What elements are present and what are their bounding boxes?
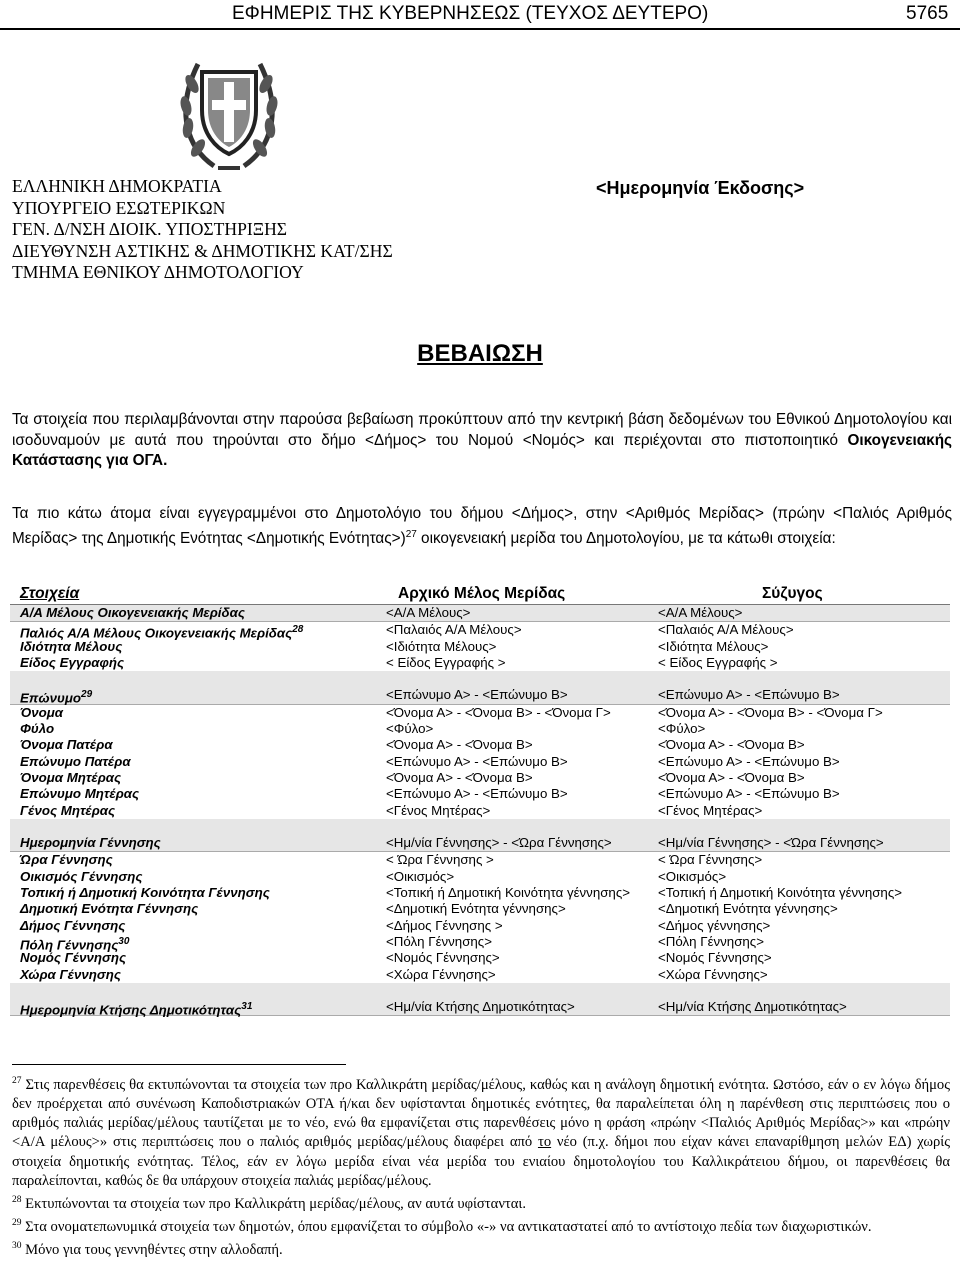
intro-paragraph <box>12 410 952 472</box>
main-member-value: <Γένος Μητέρας> <box>386 802 491 818</box>
main-member-value: <Επώνυμο Α> - <Επώνυμο Β> <box>386 753 568 769</box>
footnote-text: Εκτυπώνονται τα στοιχεία των προ Καλλικράτη μερίδας/μέλους, αν αυτά υφίστανται. <box>25 1195 526 1212</box>
group-membership <box>10 605 950 671</box>
field-label <box>20 869 142 885</box>
main-member-value: <Όνομα Α> - <Όνομα Β> - <Όνομα Γ> <box>386 704 611 720</box>
field-label <box>20 754 131 770</box>
field-label <box>20 885 270 901</box>
main-member-value: <Χώρα Γέννησης> <box>386 966 496 982</box>
field-label-text: Όνομα Μητέρας <box>20 769 122 785</box>
table-row <box>10 754 950 770</box>
main-member-value: <Δήμος Γέννησης > <box>386 917 503 933</box>
page-header <box>0 0 960 30</box>
table-row <box>10 967 950 983</box>
spouse-value: <Όνομα Α> - <Όνομα Β> <box>658 769 805 785</box>
group-separator <box>10 819 950 835</box>
field-label <box>20 967 121 983</box>
spouse-value: <Επώνυμο Α> - <Επώνυμο Β> <box>658 753 840 769</box>
footnote-30 <box>12 1237 950 1260</box>
spouse-value: <Παλαιός Α/Α Μέλους> <box>658 622 794 638</box>
footnote-number: 30 <box>12 1241 22 1252</box>
table-row <box>10 835 950 852</box>
group-citizenship <box>10 999 950 1016</box>
field-label-text: Δήμος Γέννησης <box>20 917 126 933</box>
main-member-value: <Φύλο> <box>386 721 434 737</box>
main-member-value: <Πόλη Γέννησης> <box>386 933 492 949</box>
intro-end: . <box>163 452 168 469</box>
field-label-text: Ημερομηνία Κτήσης Δημοτικότητας <box>20 1002 242 1018</box>
footnote-emphasis: το <box>537 1134 552 1151</box>
col-header-field: Στοιχεία <box>20 585 80 602</box>
spouse-value: <Νομός Γέννησης> <box>658 950 772 966</box>
footnote-separator <box>12 1064 346 1065</box>
group-separator <box>10 671 950 687</box>
issue-date: <Ημερομηνία Έκδοσης> <box>596 178 805 198</box>
field-label <box>20 655 124 671</box>
registration-text: Τα πιο κάτω άτομα είναι εγγεγραμμένοι στο Δημοτολόγιο του δήμου <Δήμος>, στην <Αριθμός Μερίδας> (πρώην <Παλιός Αριθμός Μερίδας> της Δημοτικής Ενότητας <Δημοτικής Ενότητας>) <box>12 505 952 547</box>
footnote-ref: 30 <box>118 935 130 947</box>
field-label <box>20 901 198 917</box>
table-row <box>10 999 950 1016</box>
spouse-value: < Ώρα Γέννησης> <box>658 852 763 868</box>
field-label-text: Οικισμός Γέννησης <box>20 868 143 884</box>
spouse-value: <Δήμος γέννησης> <box>658 917 771 933</box>
main-member-value: <Α/Α Μέλους> <box>386 605 471 620</box>
footnote-number: 29 <box>12 1218 22 1229</box>
footnote-27 <box>12 1072 950 1191</box>
table-row <box>10 770 950 786</box>
table-row <box>10 655 950 671</box>
table-row <box>10 605 950 622</box>
gazette-title: ΕΦΗΜΕΡΙΣ ΤΗΣ ΚΥΒΕΡΝΗΣΕΩΣ (ΤΕΥΧΟΣ ΔΕΥΤΕΡΟ) <box>232 3 709 24</box>
page-number: 5765 <box>906 3 949 24</box>
document-title: ΒΕΒΑΙΩΣΗ <box>417 340 543 367</box>
field-label-text: Χώρα Γέννησης <box>20 966 121 982</box>
authority-line: ΤΜΗΜΑ ΕΘΝΙΚΟΥ ΔΗΜΟΤΟΛΟΓΙΟΥ <box>12 262 304 282</box>
authority-line: ΔΙΕΥΘΥΝΣΗ ΑΣΤΙΚΗΣ & ΔΗΜΟΤΙΚΗΣ ΚΑΤ/ΣΗΣ <box>12 240 393 261</box>
main-member-value: <Τοπική ή Δημοτική Κοινότητα γέννησης> <box>386 885 630 901</box>
field-label <box>20 852 113 868</box>
registration-text-end: οικογενειακή μερίδα του Δημοτολογίου, με τα κάτωθι στοιχεία: <box>416 529 836 547</box>
field-label-text: Ιδιότητα Μέλους <box>20 638 123 654</box>
table-row <box>10 687 950 704</box>
field-label-text: Επώνυμο <box>20 690 82 706</box>
intro-text: Τα στοιχεία που περιλαμβάνονται στην παρούσα βεβαίωση προκύπτουν από την κεντρική βάση δεδομένων του Εθνικού Δημοτολογίου και ισοδυναμούν με αυτά που τηρούνται στο δήμο <Δήμος> του Νομού <Νομός> και περιέχονται στο πιστοποιητικό <box>12 411 952 449</box>
field-label <box>20 803 115 819</box>
spouse-value: <Ιδιότητα Μέλους> <box>658 638 769 654</box>
spouse-value: <Χώρα Γέννησης> <box>658 966 768 982</box>
table-header-row <box>10 584 950 605</box>
table-row <box>10 901 950 917</box>
spouse-value: <Γένος Μητέρας> <box>658 802 763 818</box>
table-row <box>10 721 950 737</box>
field-label-text: Επώνυμο Μητέρας <box>20 786 140 802</box>
spouse-value: <Όνομα Α> - <Όνομα Β> - <Όνομα Γ> <box>658 704 883 720</box>
footnote-number: 27 <box>12 1076 22 1086</box>
field-label-text: Νομός Γέννησης <box>20 950 127 966</box>
field-label-text: Όνομα <box>20 704 64 720</box>
registration-paragraph <box>12 504 952 549</box>
issuing-authority <box>12 176 393 284</box>
field-label <box>20 605 245 621</box>
spouse-value: < Είδος Εγγραφής > <box>658 654 778 670</box>
table-row <box>10 786 950 802</box>
main-member-value: <Νομός Γέννησης> <box>386 950 500 966</box>
main-member-value: < Ώρα Γέννησης > <box>386 852 494 868</box>
footnote-28 <box>12 1191 950 1214</box>
field-label-text: Γένος Μητέρας <box>20 802 116 818</box>
footnote-ref: 31 <box>241 1001 253 1013</box>
field-label-text: Φύλο <box>20 721 55 737</box>
family-data-table <box>10 584 950 1016</box>
group-names <box>10 687 950 818</box>
authority-line: ΕΛΛΗΝΙΚΗ ΔΗΜΟΚΡΑΤΙΑ <box>12 176 222 196</box>
field-label <box>20 950 126 966</box>
field-label <box>20 918 125 934</box>
spouse-value: <Πόλη Γέννησης> <box>658 933 764 949</box>
field-label <box>20 770 121 786</box>
field-label-text: Τοπική ή Δημοτική Κοινότητα Γέννησης <box>20 885 270 901</box>
field-label <box>20 835 161 851</box>
spouse-value: <Φύλο> <box>658 721 706 737</box>
table-row <box>10 869 950 885</box>
spouse-value: <Δημοτική Ενότητα γέννησης> <box>658 901 838 917</box>
field-label <box>20 705 63 721</box>
main-member-value: <Ιδιότητα Μέλους> <box>386 638 497 654</box>
footnote-text: νέο (π.χ. δήμοι που είχαν κάνει επαναρίθμηση μελών ΕΔ) χωρίς στοιχεία δημοτικής ενότητας. Τέλος, εάν εν λόγω μερίδα είναι νέα μερίδα του ενιαίου δημοτολογίου του Καλλικράτειου δήμου, οι παρενθέσεις θα παραλείπονται, καθώς δε θα υπάρχουν στοιχεία παλιάς μερίδας/μέλους. <box>12 1134 950 1189</box>
field-label-text: Πόλη Γέννησης <box>20 937 119 953</box>
footnote-ref: 28 <box>292 624 304 636</box>
main-member-value: <Δημοτική Ενότητα γέννησης> <box>386 901 566 917</box>
spouse-value: <Επώνυμο Α> - <Επώνυμο Β> <box>658 687 840 703</box>
col-header-main-member: Αρχικό Μέλος Μερίδας <box>398 585 566 602</box>
spouse-value: <Επώνυμο Α> - <Επώνυμο Β> <box>658 786 840 802</box>
table-row <box>10 950 950 966</box>
main-member-value: <Παλαιός Α/Α Μέλους> <box>386 622 522 638</box>
main-member-value: <Ημ/νία Γέννησης> - <Ώρα Γέννησης> <box>386 835 612 851</box>
field-label-text: Παλιός Α/Α Μέλους Οικογενειακής Μερίδας <box>20 625 293 641</box>
footnote-number: 28 <box>12 1195 22 1206</box>
main-member-value: <Όνομα Α> - <Όνομα Β> <box>386 737 533 753</box>
table-row <box>10 885 950 901</box>
group-birth <box>10 835 950 983</box>
table-row <box>10 622 950 641</box>
field-label-text: Επώνυμο Πατέρα <box>20 753 131 769</box>
table-row <box>10 737 950 753</box>
footnotes <box>12 1072 950 1260</box>
field-label-text: Είδος Εγγραφής <box>20 654 125 670</box>
main-member-value: <Οικισμός> <box>386 868 455 884</box>
field-label <box>20 999 252 1019</box>
field-label-text: Ημερομηνία Γέννησης <box>20 835 161 851</box>
field-label <box>20 737 113 753</box>
authority-line: ΓΕΝ. Δ/ΝΣΗ ΔΙΟΙΚ. ΥΠΟΣΤΗΡΙΞΗΣ <box>12 219 288 239</box>
table-row <box>10 918 950 934</box>
authority-line: ΥΠΟΥΡΓΕΙΟ ΕΣΩΤΕΡΙΚΩΝ <box>12 197 226 218</box>
footnote-ref: 27 <box>405 528 417 540</box>
footnote-text: Μόνο για τους γεννηθέντες στην αλλοδαπή. <box>25 1242 283 1259</box>
spouse-value: <Τοπική ή Δημοτική Κοινότητα γέννησης> <box>658 885 902 901</box>
table-row <box>10 933 950 953</box>
table-row <box>10 705 950 721</box>
field-label <box>20 721 54 737</box>
field-label <box>20 639 122 655</box>
group-separator <box>10 983 950 999</box>
field-label-text: Ώρα Γέννησης <box>20 852 113 868</box>
main-member-value: <Επώνυμο Α> - <Επώνυμο Β> <box>386 786 568 802</box>
spouse-value: <Α/Α Μέλους> <box>658 605 743 620</box>
footnote-ref: 29 <box>81 689 93 701</box>
main-member-value: <Επώνυμο Α> - <Επώνυμο Β> <box>386 687 568 703</box>
certificate-type: Οικογενειακής Κατάστασης για ΟΓΑ <box>12 431 952 469</box>
spouse-value: <Όνομα Α> - <Όνομα Β> <box>658 737 805 753</box>
main-member-value: <Όνομα Α> - <Όνομα Β> <box>386 769 533 785</box>
field-label-text: Όνομα Πατέρα <box>20 737 113 753</box>
spouse-value: <Ημ/νία Γέννησης> - <Ώρα Γέννησης> <box>658 835 884 851</box>
table-row <box>10 852 950 868</box>
main-member-value: <Ημ/νία Κτήσης Δημοτικότητας> <box>386 999 575 1015</box>
spouse-value: <Ημ/νία Κτήσης Δημοτικότητας> <box>658 999 847 1015</box>
footnote-text: Στις παρενθέσεις θα εκτυπώνονται τα στοιχεία των προ Καλλικράτη μερίδας/μέλους, καθώς και η ανάλογη δημοτική ενότητα. Ωστόσο, εάν ο εν λόγω δήμος δεν προέρχεται από συνένωση Καποδιστριακών ΟΤΑ ή/και δεν υφίστανται δημοτικές ενότητες, θα παραλείπεται όλη η παρένθεση στις περιπτώσεις που ο αριθμός παλιάς μερίδας/μέλους ταυτίζεται με το νέο, ενώ θα εμφανίζεται στις παρενθέσεις μόνο η φράση «πρώην <Παλιός Αριθμός Μερίδας>» και «πρώην <Α/Α μέλους>» στις περιπτώσεις που ο παλιός αριθμός μερίδας/μέλους διαφέρει από <box>12 1076 950 1151</box>
field-label <box>20 786 139 802</box>
field-label-text: Α/Α Μέλους Οικογενειακής Μερίδας <box>20 605 245 620</box>
field-label-text: Δημοτική Ενότητα Γέννησης <box>20 901 199 917</box>
footnote-29 <box>12 1214 950 1237</box>
col-header-spouse: Σύζυγος <box>762 585 823 602</box>
table-row <box>10 803 950 819</box>
table-row <box>10 639 950 655</box>
spouse-value: <Οικισμός> <box>658 868 727 884</box>
greek-coat-of-arms-icon <box>174 44 284 176</box>
footnote-text: Στα ονοματεπωνυμικά στοιχεία των δημοτών, όπου εμφανίζεται το σύμβολο «-» να αντικαταστατεί από το αντίστοιχο πεδία των διαχωριστικών. <box>25 1219 872 1235</box>
main-member-value: < Είδος Εγγραφής > <box>386 654 506 670</box>
